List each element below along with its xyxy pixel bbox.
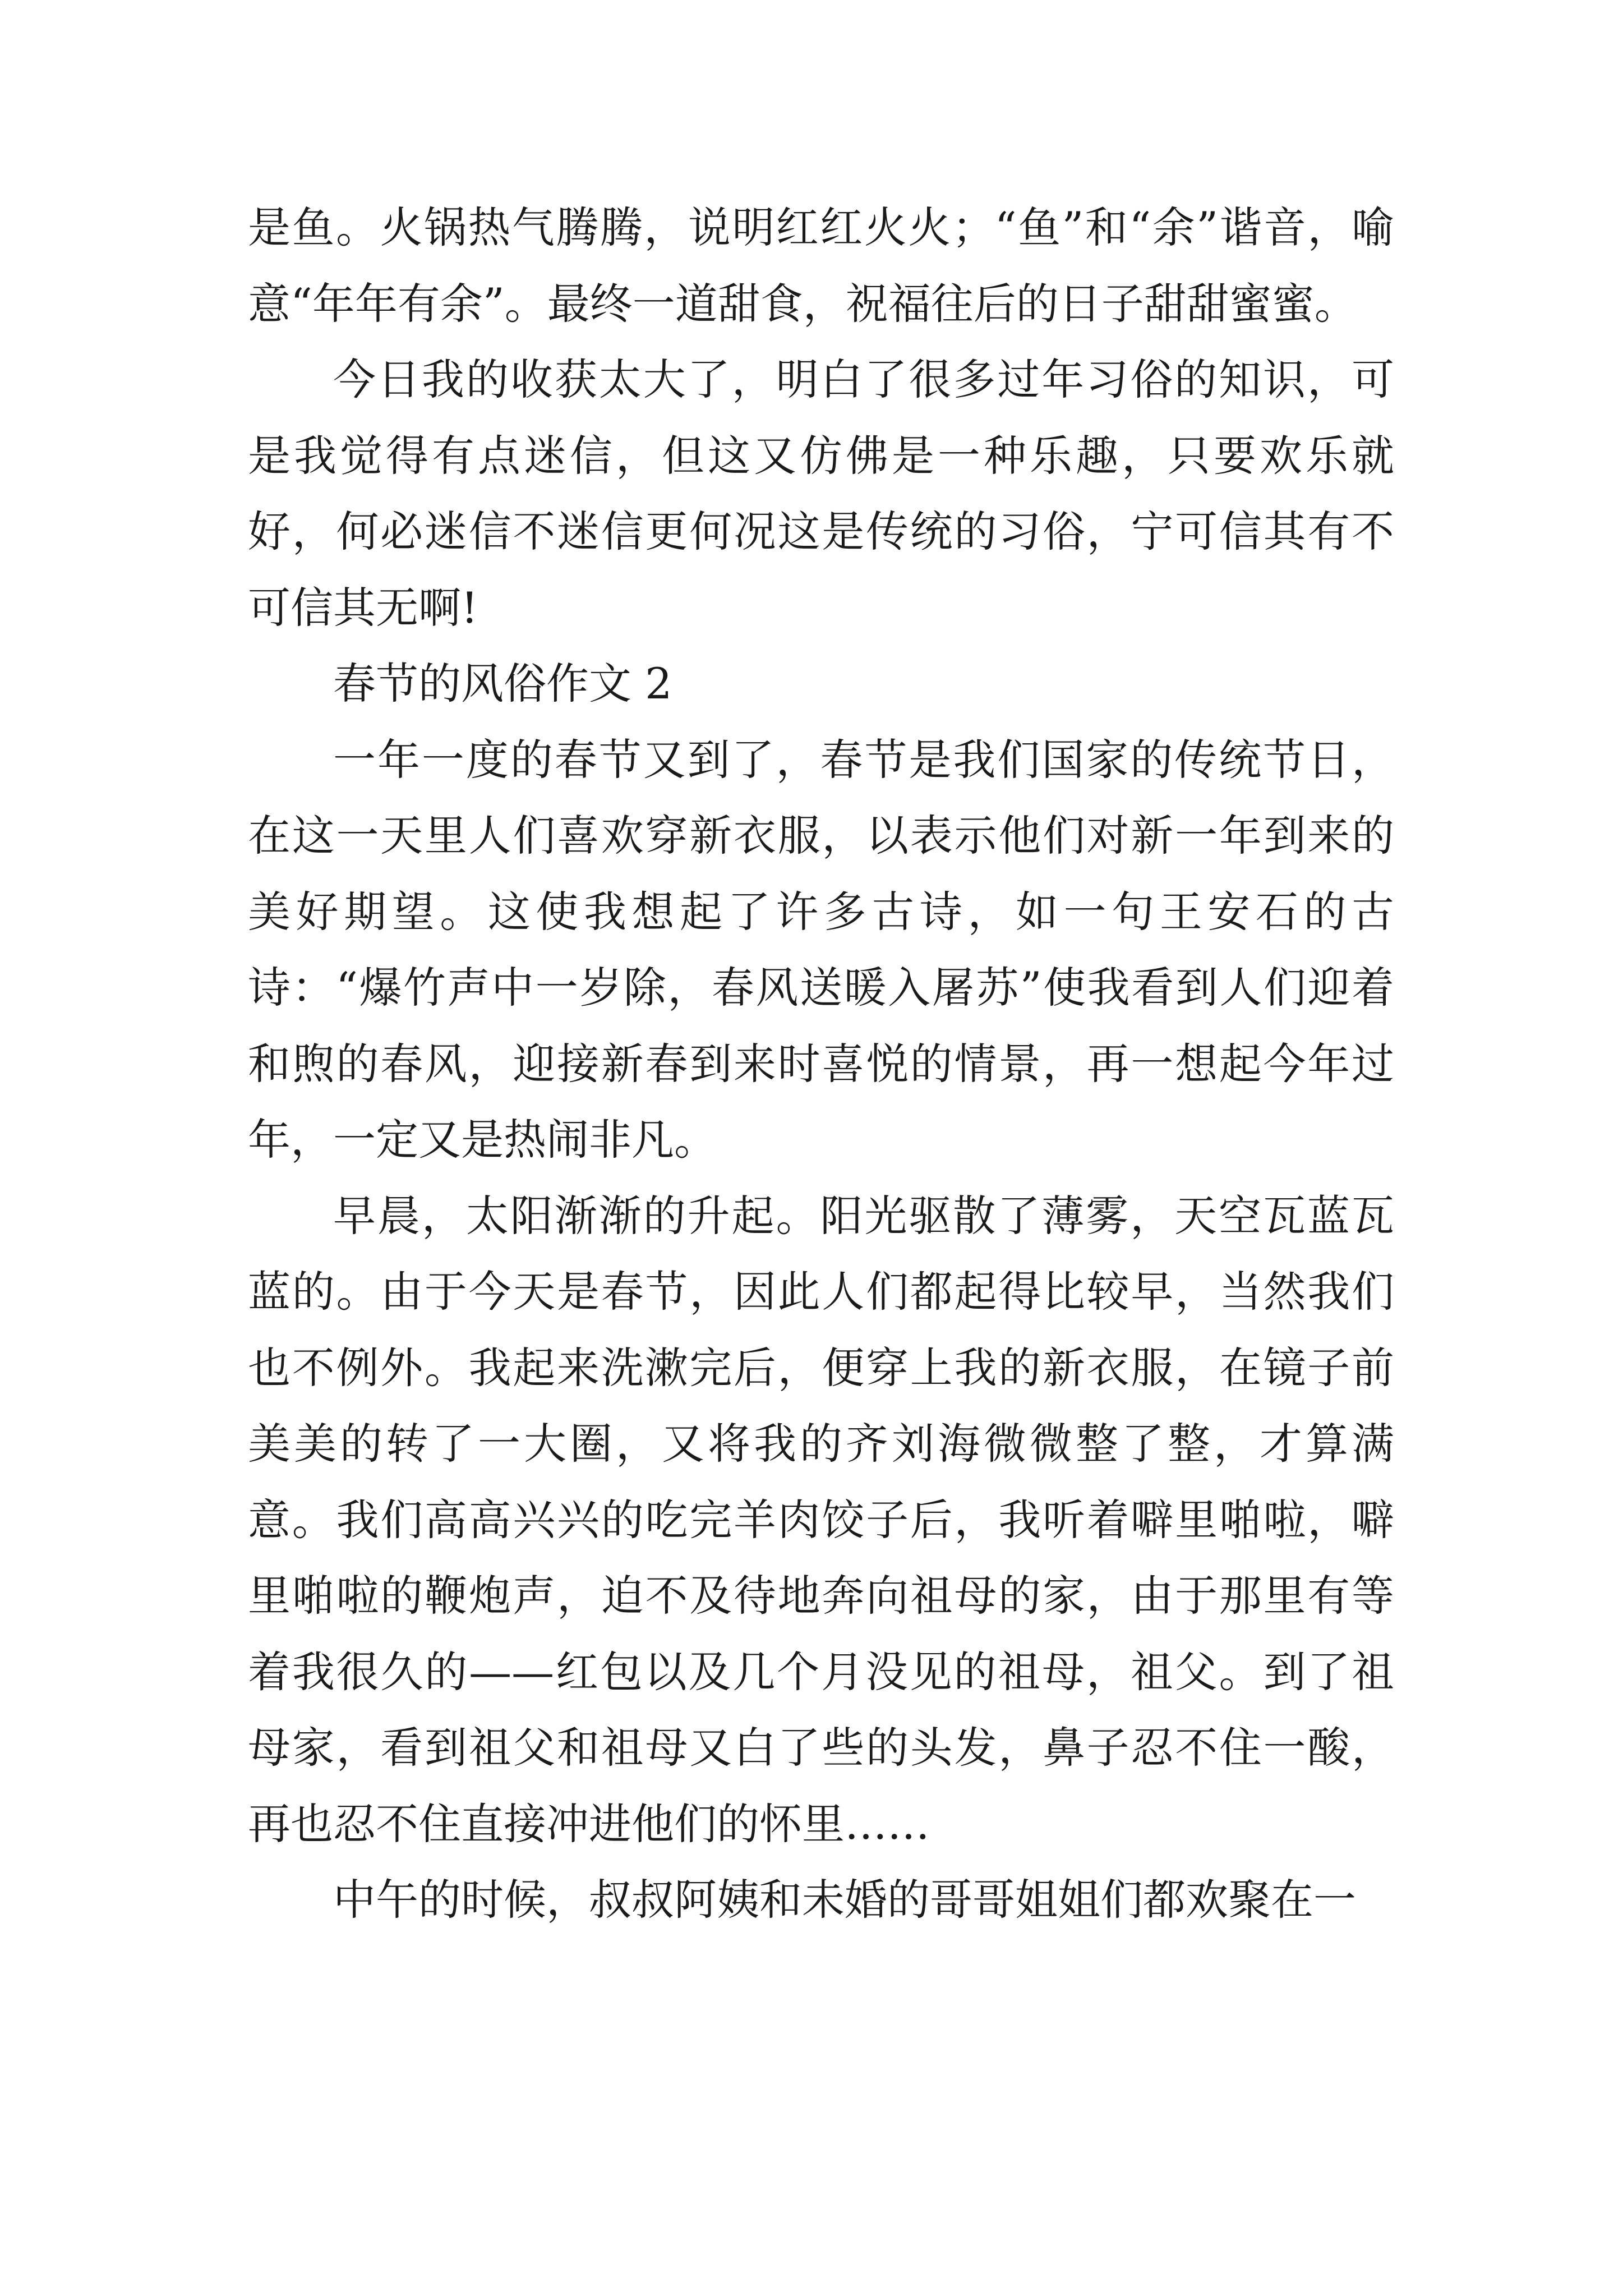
paragraph-continued: 是鱼。火锅热气腾腾，说明红红火火；“鱼”和“余”谐音，喻意“年年有余”。最终一道甜食，祝福往后的日子甜甜蜜蜜。 (248, 203, 1394, 329)
essay-title: 春节的风俗作文 2 (333, 659, 672, 708)
document-body (248, 190, 1394, 1938)
paragraph-spring-festival: 一年一度的春节又到了，春节是我们国家的传统节日，在这一天里人们喜欢穿新衣服，以表示他们对新一年到来的美好期望。这使我想起了许多古诗，如一句王安石的古诗：“爆竹声中一岁除，春风送暖入屠苏”使我看到人们迎着和煦的春风，迎接新春到来时喜悦的情景，再一想起今年过年，一定又是热闹非凡。 (248, 734, 1394, 1165)
paragraph-noon: 中午的时候，叔叔阿姨和未婚的哥哥姐姐们都欢聚在一 (333, 1875, 1356, 1925)
paragraph-morning: 早晨，太阳渐渐的升起。阳光驱散了薄雾，天空瓦蓝瓦蓝的。由于今天是春节，因此人们都起得比较早，当然我们也不例外。我起来洗漱完后，便穿上我的新衣服，在镜子前美美的转了一大圈，又将我的齐刘海微微整了整，才算满意。我们高高兴兴的吃完羊肉饺子后，我听着噼里啪啦，噼里啪啦的鞭炮声，迫不及待地奔向祖母的家，由于那里有等着我很久的——红包以及几个月没见的祖母，祖父。到了祖母家，看到祖父和祖母又白了些的头发，鼻子忍不住一酸，再也忍不住直接冲进他们的怀里…… (248, 1190, 1394, 1849)
paragraph-harvest: 今日我的收获太大了，明白了很多过年习俗的知识，可是我觉得有点迷信，但这又仿佛是一种乐趣，只要欢乐就好，何必迷信不迷信更何况这是传统的习俗，宁可信其有不可信其无啊! (248, 355, 1394, 633)
